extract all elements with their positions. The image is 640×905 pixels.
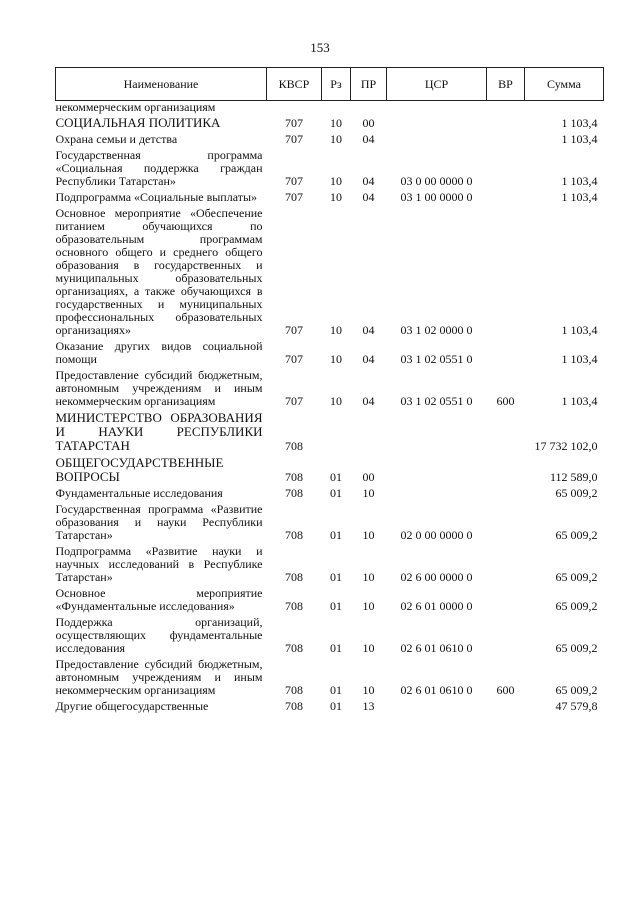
row-pr [351, 101, 387, 114]
row-rz: 01 [330, 699, 342, 713]
table-row [56, 655, 604, 697]
row-sum: 1 103,4 [561, 174, 598, 188]
row-name: Подпрограмма «Развитие науки и научных исследований в Республике Татарстан» [55, 544, 263, 584]
row-pr: 04 [362, 174, 375, 188]
row-pr: 13 [362, 699, 375, 713]
row-sum: 1 103,4 [561, 190, 598, 204]
row-csr: 02 0 00 0000 0 [400, 528, 473, 542]
row-kvsr: 708 [285, 699, 303, 713]
row-name: СОЦИАЛЬНАЯ ПОЛИТИКА [55, 115, 221, 130]
row-vr: 600 [496, 394, 515, 408]
table-row [56, 584, 604, 613]
row-vr [487, 584, 525, 613]
page-number: 153 [310, 40, 330, 55]
row-csr: 02 6 01 0610 0 [400, 641, 473, 655]
row-kvsr: 708 [285, 439, 303, 453]
row-vr [487, 130, 525, 146]
row-vr [487, 146, 525, 188]
table-row [56, 337, 604, 366]
row-vr [487, 613, 525, 655]
row-name: Поддержка организаций, осуществляющих фундаментальные исследования [55, 615, 263, 655]
table-row [56, 408, 604, 453]
row-sum: 65 009,2 [555, 641, 598, 655]
row-vr [487, 408, 525, 453]
row-rz: 01 [330, 470, 342, 484]
row-csr: 03 1 02 0000 0 [400, 323, 473, 337]
row-rz: 10 [330, 323, 342, 337]
row-csr [387, 697, 487, 713]
row-name: Охрана семьи и детства [55, 132, 178, 146]
table-row [56, 542, 604, 584]
table-row [56, 697, 604, 713]
table-header-row [56, 68, 604, 101]
table-row [56, 484, 604, 500]
row-kvsr: 707 [285, 394, 303, 408]
row-csr: 03 1 02 0551 0 [400, 352, 473, 366]
row-rz: 01 [330, 570, 342, 584]
row-rz: 10 [330, 116, 342, 130]
row-rz: 01 [330, 528, 342, 542]
row-pr: 00 [362, 470, 375, 484]
row-pr [351, 408, 387, 453]
row-sum: 112 589,0 [549, 470, 598, 484]
row-name: Предоставление субсидий бюджетным, автономным учреждениям и иным некоммерческим организациям [55, 368, 263, 408]
row-vr [487, 337, 525, 366]
row-sum: 1 103,4 [561, 116, 598, 130]
row-vr [487, 113, 525, 130]
budget-table [55, 67, 604, 713]
row-csr [387, 101, 487, 114]
row-csr: 03 1 00 0000 0 [400, 190, 473, 204]
row-kvsr: 708 [285, 528, 303, 542]
row-pr: 10 [362, 683, 375, 697]
row-vr [487, 101, 525, 114]
table-row [56, 366, 604, 408]
row-vr [487, 542, 525, 584]
row-sum: 1 103,4 [561, 352, 598, 366]
row-pr: 10 [362, 599, 375, 613]
row-name: МИНИСТЕРСТВО ОБРАЗОВАНИЯ И НАУКИ РЕСПУБЛИКИ ТАТАРСТАН [55, 410, 263, 453]
row-rz: 01 [330, 486, 342, 500]
row-rz: 10 [330, 174, 342, 188]
header-name: Наименование [56, 68, 267, 101]
row-rz: 01 [330, 599, 342, 613]
row-kvsr: 707 [285, 190, 303, 204]
row-rz: 10 [330, 132, 342, 146]
row-rz: 10 [330, 394, 342, 408]
row-csr [387, 113, 487, 130]
row-sum: 65 009,2 [555, 599, 598, 613]
row-pr: 04 [362, 190, 375, 204]
row-kvsr: 708 [285, 470, 303, 484]
row-sum: 17 732 102,0 [534, 439, 598, 453]
row-vr [487, 484, 525, 500]
row-rz [322, 101, 351, 114]
row-rz: 01 [330, 641, 342, 655]
row-csr: 03 1 02 0551 0 [400, 394, 473, 408]
row-kvsr: 707 [285, 174, 303, 188]
row-csr [387, 484, 487, 500]
row-kvsr: 708 [285, 599, 303, 613]
table-row [56, 146, 604, 188]
row-csr [387, 453, 487, 484]
row-rz: 01 [330, 683, 342, 697]
row-pr: 10 [362, 528, 375, 542]
row-kvsr: 707 [285, 323, 303, 337]
row-name: Оказание других видов социальной помощи [55, 339, 263, 366]
row-pr: 10 [362, 486, 375, 500]
row-vr [487, 697, 525, 713]
header-kvsr: КВСР [267, 68, 322, 101]
row-csr [387, 408, 487, 453]
row-kvsr [267, 101, 322, 114]
table-row [56, 101, 604, 114]
row-sum: 65 009,2 [555, 486, 598, 500]
row-sum: 47 579,8 [555, 699, 598, 713]
row-vr [487, 453, 525, 484]
table-row [56, 113, 604, 130]
row-rz: 10 [330, 190, 342, 204]
row-name: ОБЩЕГОСУДАРСТВЕННЫЕ ВОПРОСЫ [55, 455, 224, 484]
row-sum: 65 009,2 [555, 528, 598, 542]
row-kvsr: 708 [285, 641, 303, 655]
header-pr: ПР [351, 68, 387, 101]
row-name: Фундаментальные исследования [55, 486, 223, 500]
row-rz: 10 [330, 352, 342, 366]
row-name: Государственная программа «Социальная поддержка граждан Республики Татарстан» [55, 148, 263, 188]
row-vr: 600 [496, 683, 515, 697]
row-csr: 02 6 01 0610 0 [400, 683, 473, 697]
row-name: Предоставление субсидий бюджетным, автономным учреждениям и иным некоммерческим организациям [55, 657, 263, 697]
table-row [56, 453, 604, 484]
row-vr [487, 500, 525, 542]
row-name: Основное мероприятие «Фундаментальные исследования» [55, 586, 263, 613]
header-sum: Сумма [525, 68, 604, 101]
row-pr: 04 [362, 132, 375, 146]
row-name: Другие общегосударственные [55, 699, 209, 713]
row-pr: 04 [362, 352, 375, 366]
row-sum: 1 103,4 [561, 323, 598, 337]
row-csr: 03 0 00 0000 0 [400, 174, 473, 188]
row-name: некоммерческим организациям [55, 100, 216, 114]
row-csr [387, 130, 487, 146]
row-csr: 02 6 01 0000 0 [400, 599, 473, 613]
table-row [56, 188, 604, 204]
row-kvsr: 708 [285, 683, 303, 697]
row-pr: 10 [362, 570, 375, 584]
table-row [56, 613, 604, 655]
row-kvsr: 708 [285, 486, 303, 500]
row-vr [487, 204, 525, 337]
row-kvsr: 707 [285, 352, 303, 366]
row-vr [487, 188, 525, 204]
row-sum [525, 101, 604, 114]
row-kvsr: 707 [285, 132, 303, 146]
row-sum: 1 103,4 [561, 394, 598, 408]
row-kvsr: 708 [285, 570, 303, 584]
row-pr: 04 [362, 394, 375, 408]
row-name: Основное мероприятие «Обеспечение питанием обучающихся по образовательным программам основного общего и среднего общего образования в государственных и муниципальных образовательных организациях, а также обучающихся в государственных и муниципальных профессиональных образовательных организациях» [55, 206, 263, 337]
header-rz: Рз [322, 68, 351, 101]
row-sum: 65 009,2 [555, 683, 598, 697]
header-csr: ЦСР [387, 68, 487, 101]
table-row [56, 500, 604, 542]
header-vr: ВР [487, 68, 525, 101]
row-rz [322, 408, 351, 453]
row-pr: 00 [362, 116, 375, 130]
table-row [56, 204, 604, 337]
row-pr: 10 [362, 641, 375, 655]
row-csr: 02 6 00 0000 0 [400, 570, 473, 584]
row-pr: 04 [362, 323, 375, 337]
row-sum: 65 009,2 [555, 570, 598, 584]
row-kvsr: 707 [285, 116, 303, 130]
row-name: Государственная программа «Развитие образования и науки Республики Татарстан» [55, 502, 263, 542]
row-sum: 1 103,4 [561, 132, 598, 146]
table-row [56, 130, 604, 146]
row-name: Подпрограмма «Социальные выплаты» [55, 190, 258, 204]
